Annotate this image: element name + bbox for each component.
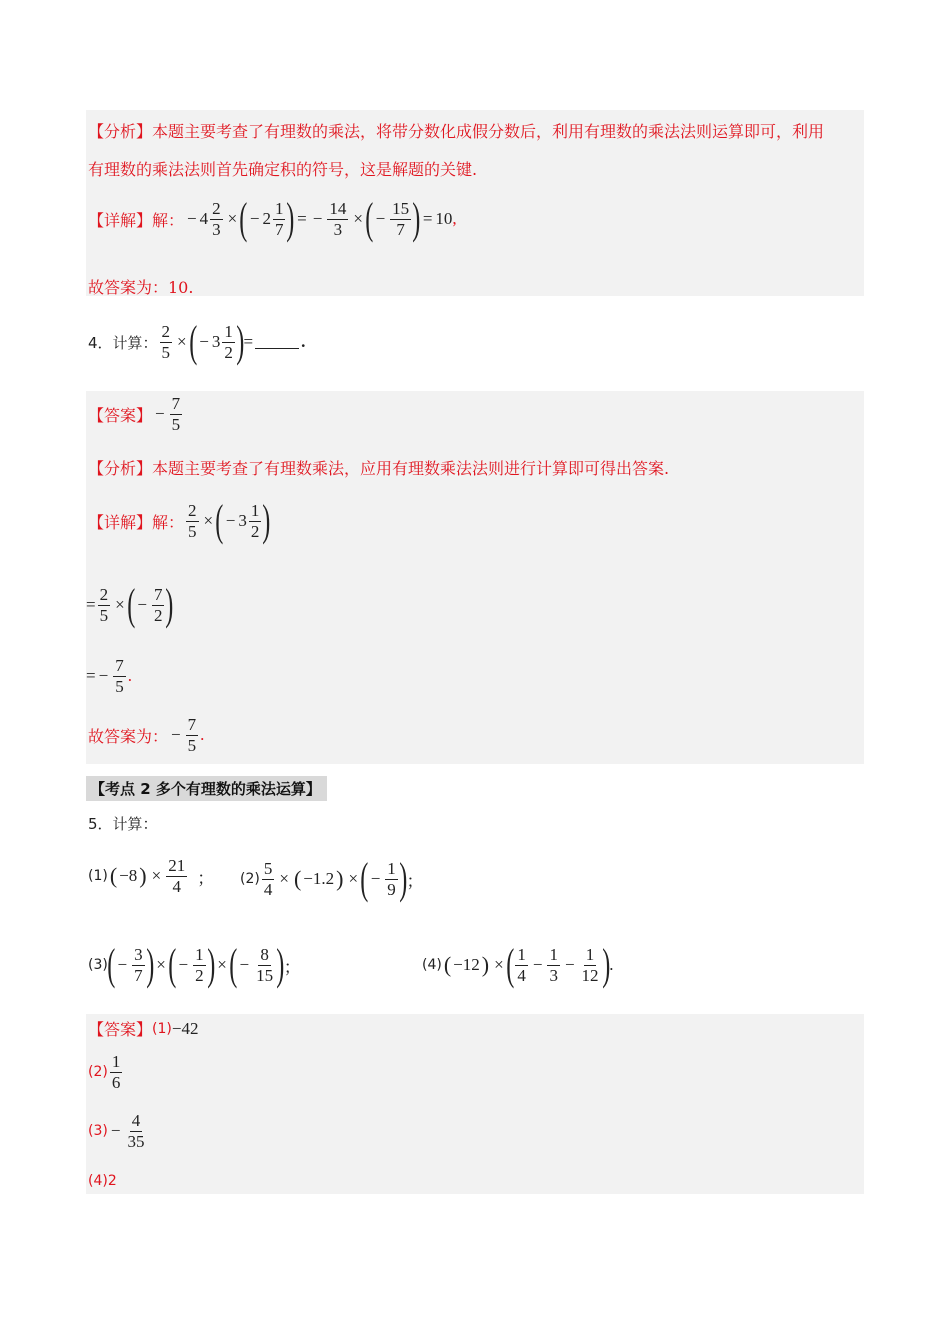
fraction: $\frac{1}{6}$: [111, 1052, 121, 1092]
fraction: $\frac{1}{2}$: [224, 321, 233, 362]
fraction: $\frac{1}{3}$: [549, 944, 558, 985]
fraction: $\frac{1}{12}$: [581, 944, 599, 985]
fraction: $\frac{1}{2}$: [195, 944, 204, 985]
q5-answer-2: (2) $\frac{1}{6}$: [88, 1052, 121, 1092]
answer-tag: 【答案】: [88, 405, 153, 425]
fraction: $\frac{2}{3}$: [212, 198, 221, 239]
fraction: $\frac{7}{5}$: [171, 394, 181, 434]
fraction: $\frac{15}{7}$: [392, 198, 410, 239]
fraction: $\frac{7}{2}$: [153, 584, 163, 625]
solution-block-q5: [86, 1014, 864, 1194]
q4-conclusion: 故答案为： − $\frac{7}{5}$ .: [88, 715, 205, 755]
q4-detail-line-1: 【详解】 解： $\frac{2}{5}$ × ( − 3 $\frac{1}{2}$ ): [88, 496, 271, 545]
analysis-tag: 【分析】: [88, 459, 153, 478]
solution-block-q4: [86, 391, 864, 764]
analysis-text: 本题主要考查了有理数乘法，应用有理数乘法法则进行计算即可得出答案.: [152, 459, 670, 478]
fraction: $\frac{1}{4}$: [517, 944, 526, 985]
fraction: $\frac{1}{9}$: [387, 858, 396, 899]
q5-answer-1: 【答案】 (1) −42: [88, 1018, 199, 1039]
question-5-part-1: (1) ( −8 ) × $\frac{21}{4}$ ；: [88, 856, 215, 896]
q4-detail-line-2: = $\frac{2}{5}$ × ( − $\frac{7}{2}$ ): [86, 580, 174, 629]
analysis-tag: 【分析】: [88, 122, 153, 141]
conclusion-q3: 故答案为：10.: [88, 278, 194, 297]
analysis-text-2: 有理数的乘法法则首先确定积的符号，这是解题的关键.: [88, 160, 478, 179]
question-4-label: 4．计算：: [88, 333, 158, 352]
fraction: $\frac{4}{35}$: [127, 1111, 145, 1151]
fraction: $\frac{5}{4}$: [263, 858, 273, 899]
fraction: $\frac{1}{7}$: [274, 198, 284, 239]
fraction: $\frac{2}{5}$: [188, 500, 197, 541]
fraction: $\frac{8}{15}$: [256, 944, 274, 985]
fraction: $\frac{7}{5}$: [115, 656, 124, 696]
detail-tag: 【详解】: [88, 210, 153, 230]
q5-answer-3: (3) − $\frac{4}{35}$: [88, 1111, 145, 1151]
analysis-line-2: [88, 157, 477, 180]
question-5-part-2: (2) $\frac{5}{4}$ × ( −1.2 ) × ( − $\frac{1}{9}$ ) ；: [240, 854, 424, 903]
analysis-line-1: [88, 119, 824, 142]
question-5-part-3: (3) ( − $\frac{3}{7}$ ) × ( − $\frac{1}{2}$ ) × ( − $\frac{8}{15}$ ) ；: [88, 940, 301, 989]
question-5-part-4: (4) ( −12 ) × ( $\frac{1}{4}$ − $\frac{1}{3}$ − $\frac{1}{12}$ ) .: [422, 940, 614, 989]
q5-answer-4: (4) 2: [88, 1173, 117, 1189]
fraction: $\frac{2}{5}$: [99, 584, 109, 625]
detail-expression: − 4 $\frac{2}{3}$ × ( − 2 $\frac{1}{7}$ ) = − $\frac{14}{3}$ × ( − $\frac{15}{7}$ ) = 10 ,: [187, 194, 457, 243]
fraction: $\frac{7}{5}$: [187, 715, 197, 755]
question-4-expression: $\frac{2}{5}$ × ( − 3 $\frac{1}{2}$ ) = .: [161, 317, 306, 366]
q4-answer-line: 【答案】 − $\frac{7}{5}$: [88, 394, 181, 434]
fraction: $\frac{1}{2}$: [250, 500, 260, 541]
fraction: $\frac{2}{5}$: [161, 321, 171, 362]
detail-tag: 【详解】: [88, 512, 153, 532]
q4-analysis-line: [88, 456, 669, 479]
q4-detail-line-3: = − $\frac{7}{5}$ .: [86, 656, 132, 696]
analysis-text-1: 本题主要考查了有理数的乘法，将带分数化成假分数后，利用有理数的乘法法则运算即可，利用: [152, 122, 825, 141]
question-4: [88, 317, 306, 366]
fraction: $\frac{21}{4}$: [168, 856, 186, 896]
question-5-label: 5．计算：: [88, 815, 158, 833]
detail-prefix: 解：: [152, 512, 185, 532]
fraction: $\frac{3}{7}$: [134, 944, 143, 985]
section-heading: 【考点 2 多个有理数的乘法运算】: [86, 776, 327, 801]
answer-blank[interactable]: [255, 348, 299, 349]
detail-line: [88, 194, 457, 243]
fraction: $\frac{14}{3}$: [329, 198, 347, 239]
answer-tag: 【答案】: [88, 1020, 153, 1039]
detail-prefix: 解：: [152, 210, 185, 230]
